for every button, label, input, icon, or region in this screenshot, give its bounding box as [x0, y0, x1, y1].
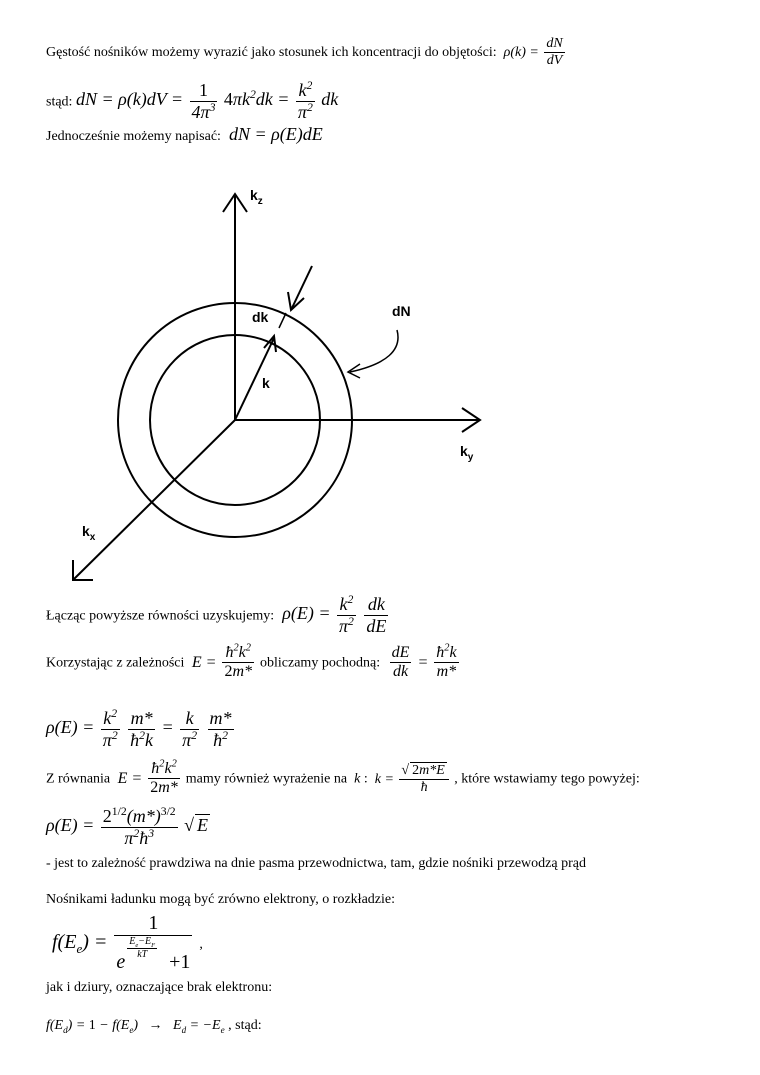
dN-label: dN: [392, 303, 411, 319]
text-line-3: [46, 124, 323, 145]
text-line-7: Z równania E = $\frac{ħ^2k^2}{2m*}$ mamy również wyrażenie na k : k = $\frac{√ 2m*E}{ħ}$ , które wstawiamy tego powyżej:: [46, 758, 640, 797]
sentence-substitute: , które wstawiamy tego powyżej:: [454, 771, 640, 787]
sentence-from-equation: Z równania: [46, 771, 111, 787]
text-line-9: [46, 856, 586, 872]
word-stad: stąd:: [46, 94, 73, 110]
dk-label: dk: [252, 309, 269, 325]
sentence-density-intro: Gęstość nośników możemy wyrazić jako stosunek ich koncentracji do objętości:: [46, 44, 497, 60]
formula-rhoE-k-line: [46, 708, 236, 750]
dk-pointer-line: [292, 266, 312, 308]
sentence-simultaneously: Jednocześnie możemy napisać:: [46, 129, 221, 144]
formula-rhoE-k: ρ(E) = $\frac{k^2}{\pi^2}$ $\frac{m*}{ħ^2k}$ = $\frac{k}{\pi^2}$ $\frac{m*}{ħ^2}$: [46, 707, 232, 750]
text-line-11: [46, 980, 272, 996]
k-label: k: [262, 375, 270, 391]
sentence-derivative: obliczamy pochodną:: [260, 655, 381, 671]
sentence-also-have: mamy również wyrażenie na: [185, 771, 348, 787]
text-line-4: [46, 594, 390, 636]
formula-fermi-dirac-line: [52, 912, 203, 974]
formula-E-dispersion: E = $\frac{ħ^2k^2}{2m*}$: [187, 642, 253, 681]
dk-tick-line: [279, 313, 286, 328]
formula-fermi-dirac: $f(E_e)$ = 1 e $^{\frac{E_e-E_F}{kT}}$ +1 ,: [52, 912, 203, 974]
text-line-1: [46, 36, 567, 69]
text-line-2: [46, 80, 338, 122]
word-stad-2: , stąd:: [228, 1018, 262, 1033]
formula-dE-dk: $\frac{dE}{dk}$ = $\frac{ħ^2k}{m*}$: [391, 642, 457, 681]
ky-label: $k_y$: [460, 443, 474, 463]
k-space-diagram: [60, 180, 500, 600]
formula-dN-rhoE: dN = ρ(E)dE: [224, 124, 323, 144]
sentence-using-relation: Korzystając z zależności: [46, 655, 185, 671]
fraction-dN-dV: $\frac{dN}{dV}$: [546, 36, 563, 69]
formula-rhoE-sqrtE: ρ(E) = $\frac{2^{1/2}(m*)^{3/2}}{\pi^2ħ^3}$ √ E: [46, 805, 209, 848]
text-line-10: [46, 892, 395, 908]
formula-rho-k: ρ(k) =: [500, 44, 539, 60]
text-line-12: [46, 1018, 262, 1034]
formula-E-dispersion-2: E = $\frac{ħ^2k^2}{2m*}$: [113, 758, 178, 797]
kx-label: $k_x$: [82, 523, 96, 543]
formula-rhoE-sqrtE-line: [46, 806, 210, 848]
formula-k-sqrt: k = $\frac{√ 2m*E}{ħ}$: [371, 772, 454, 787]
formula-hole-distribution: $f(E_d) = 1 - f(E_e) \to E_d = -E_e$: [46, 1018, 225, 1035]
sentence-combining: Łącząc powyższe równości uzyskujemy:: [46, 608, 275, 624]
formula-k-var: k: [350, 771, 361, 787]
formula-dN-expansion: dN = ρ(k)dV = $\frac{1}{4\pi^3}$ $4\pi k^2dk$ = $\frac{k^2}{\pi^2}$ dk: [75, 79, 339, 122]
k-vector-arrowhead: [264, 336, 276, 352]
sentence-charge-carriers: Nośnikami ładunku mogą być zrówno elektrony, o rozkładzie:: [46, 892, 395, 907]
kz-label: $k_z$: [250, 187, 263, 207]
text-line-5: [46, 644, 461, 682]
formula-rhoE-dk-dE: ρ(E) = $\frac{k^2}{\pi^2}$ $\frac{dk}{dE}$: [277, 593, 387, 636]
sentence-holes: jak i dziury, oznaczające brak elektronu:: [46, 980, 273, 995]
sentence-valid-bottom-band: - jest to zależność prawdziwa na dnie pasma przewodnictwa, tam, gdzie nośniki przewodzą prąd: [46, 856, 586, 871]
